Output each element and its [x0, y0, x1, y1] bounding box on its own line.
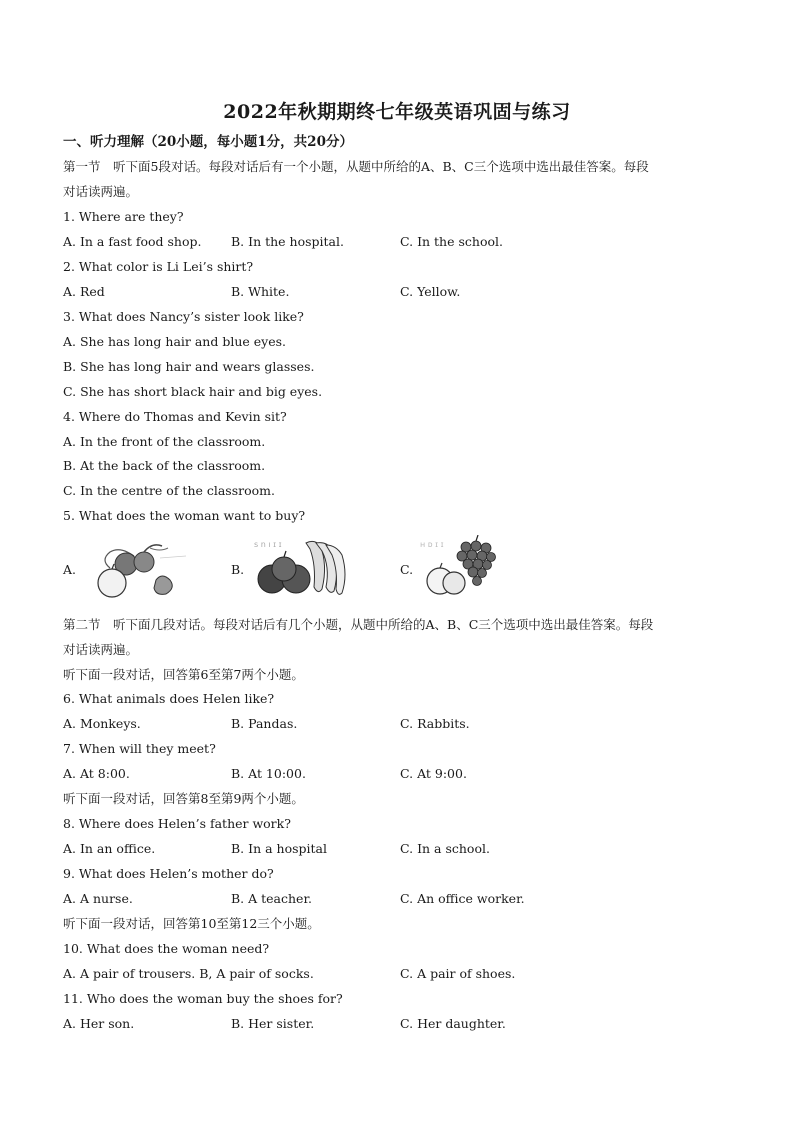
dialog-instruction-8-9: 听下面一段对话，回答第8至第9两个小题。	[63, 791, 304, 806]
question-7: 7. When will they meet?	[63, 741, 216, 756]
q9-option-c: C. An office worker.	[400, 891, 525, 906]
fruit-picture-a	[90, 538, 190, 600]
q3-option-b: B. She has long hair and wears glasses.	[63, 359, 315, 374]
dialog-instruction-10-12: 听下面一段对话，回答第10至第12三个小题。	[63, 916, 320, 931]
fruit-picture-c	[420, 535, 500, 601]
q5-option-b: B.	[231, 562, 245, 577]
q8-option-b: B. In a hospital	[231, 841, 327, 856]
q4-option-b: B. At the back of the classroom.	[63, 458, 266, 473]
q9-option-a: A. A nurse.	[63, 891, 133, 906]
question-6: 6. What animals does Helen like?	[63, 691, 275, 706]
q11-option-c: C. Her daughter.	[400, 1016, 506, 1031]
q10-option-ab: A. A pair of trousers. B, A pair of socks.	[63, 966, 314, 981]
q11-option-a: A. Her son.	[63, 1016, 135, 1031]
q4-option-a: A. In the front of the classroom.	[63, 434, 266, 449]
fruit-picture-b	[252, 535, 352, 601]
section2-intro: 第二节 听下面几段对话。每段对话后有几个小题，从题中所给的A、B、C三个选项中选出最佳答案。每段	[63, 617, 654, 632]
svg-text:ꜱ n ı ɪ ɪ: ꜱ n ı ɪ ɪ	[254, 540, 282, 549]
svg-text:ʜ ᴅ ɪ ɪ: ʜ ᴅ ɪ ɪ	[420, 540, 444, 549]
q1-option-c: C. In the school.	[400, 234, 503, 249]
question-11: 11. Who does the woman buy the shoes for?	[63, 991, 343, 1006]
question-2: 2. What color is Li Lei’s shirt?	[63, 259, 254, 274]
question-4: 4. Where do Thomas and Kevin sit?	[63, 409, 287, 424]
q6-option-a: A. Monkeys.	[63, 716, 141, 731]
q5-option-a: A.	[63, 562, 77, 577]
q8-option-a: A. In an office.	[63, 841, 156, 856]
q7-option-a: A. At 8:00.	[63, 766, 130, 781]
section1-intro: 第一节 听下面5段对话。每段对话后有一个小题，从题中所给的A、B、C三个选项中选出最佳答案。每段	[63, 159, 649, 174]
q5-option-c: C.	[400, 562, 414, 577]
part1-heading: 一、听力理解（20小题，每小题1分，共20分）	[63, 134, 353, 150]
q7-option-c: C. At 9:00.	[400, 766, 467, 781]
question-9: 9. What does Helen’s mother do?	[63, 866, 274, 881]
question-8: 8. Where does Helen’s father work?	[63, 816, 291, 831]
question-1: 1. Where are they?	[63, 209, 184, 224]
q10-option-c: C. A pair of shoes.	[400, 966, 516, 981]
q1-option-b: B. In the hospital.	[231, 234, 344, 249]
q2-option-b: B. White.	[231, 284, 290, 299]
question-3: 3. What does Nancy’s sister look like?	[63, 309, 304, 324]
q3-option-a: A. She has long hair and blue eyes.	[63, 334, 286, 349]
dialog-instruction-6-7: 听下面一段对话，回答第6至第7两个小题。	[63, 667, 304, 682]
q9-option-b: B. A teacher.	[231, 891, 313, 906]
section1-intro-cont: 对话读两遍。	[63, 184, 139, 199]
question-5: 5. What does the woman want to buy?	[63, 508, 306, 523]
q8-option-c: C. In a school.	[400, 841, 490, 856]
q1-option-a: A. In a fast food shop.	[63, 234, 202, 249]
q6-option-b: B. Pandas.	[231, 716, 298, 731]
q4-option-c: C. In the centre of the classroom.	[63, 483, 275, 498]
q7-option-b: B. At 10:00.	[231, 766, 306, 781]
q2-option-a: A. Red	[63, 284, 105, 299]
q11-option-b: B. Her sister.	[231, 1016, 315, 1031]
q3-option-c: C. She has short black hair and big eyes.	[63, 384, 323, 399]
page-title: 2022年秋期期终七年级英语巩固与练习	[223, 101, 571, 123]
question-10: 10. What does the woman need?	[63, 941, 270, 956]
q6-option-c: C. Rabbits.	[400, 716, 470, 731]
section2-intro-cont: 对话读两遍。	[63, 642, 139, 657]
q2-option-c: C. Yellow.	[400, 284, 461, 299]
